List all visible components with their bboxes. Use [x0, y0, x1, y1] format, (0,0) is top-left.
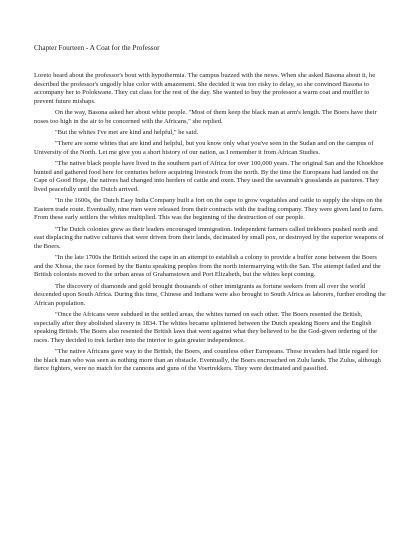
- chapter-body: [34, 72, 386, 374]
- paragraph-8: "In the late 1700s the British seized the cape in an attempt to establish a colony to provide a buffer zone between the Boers and the Xhosa, the race formed by the Bantu speaking peoples from the north intermarrying with the San. The attempt failed and the British colonists moved to the urban areas of Grahamstown and Port Elizabeth, but the whites kept coming.: [34, 254, 381, 279]
- paragraph-7: "The Dutch colonies grew as their leaders encouraged immigration. Independent farmers called trekboers pushed north and east displacing the native cultures that were driven from their lands, decimated by small pox, or destroyed by the superior weapons of the Boers.: [34, 225, 384, 250]
- paragraph-9: The discovery of diamonds and gold brought thousands of other immigrants as fortune seekers from all over the world descended upon South Africa. During this time, Chinese and Indians were also brought to South Africa as laborers, further eroding the African population.: [34, 282, 386, 307]
- paragraph-1: Loreto heard about the professor's bout with hypothermia. The campus buzzed with the news. When she asked Basona about it, he described the professor's ungodly blue color with amazement. She decided it was too risky to delay, so she convinced Basona to accompany her to Polokwane. They cut class for the rest of the day. She wanted to buy the professor a warm coat and muffler to prevent future mishaps.: [34, 72, 376, 105]
- paragraph-3: "But the whites I've met are kind and helpful," he said.: [55, 128, 199, 136]
- paragraph-10: "Once the Africans were subdued in the settled areas, the whites turned on each other. The Boers resented the British, especially after they abolished slavery in 1834. The whites became splintered between the Dutch speaking Boers and the English speaking British. The Boers also resented the British laws that went against what they believed to be the God-given ordering of the races. They decided to trek farther into the interior to gain greater independence.: [34, 310, 377, 344]
- paragraph-11: "The native Africans gave way to the British, the Boers, and countless other Europeans. These invaders had little regard for the black man who was seen as nothing more than an obstacle. Eventually, the Boers encroached on Zulu lands. The Zulus, although fierce fighters, were no match for the cannons and guns of the Voertrekkers. They were decimated and passified.: [34, 348, 381, 373]
- paragraph-5: "The native black people have lived in the southern part of Africa for over 100,000 years. The original San and the Khoekhoe hunted and gathered food here for centuries before acquiring livestock from the north. By the time the Europeans had landed on the Cape of Good Hope, the natives had changed into herders of cattle and oxen. They used the savannah's grasslands as pastures. They lived peacefully until the Dutch arrived.: [34, 160, 384, 193]
- chapter-title: Chapter Fourteen - A Coat for the Professor: [34, 44, 160, 52]
- paragraph-2: On the way, Basona asked her about white people. "Most of them keep the black man at arm's length. The Boers have their noses too high in the air to be concerned with the Africans," she replied.: [34, 109, 377, 125]
- paragraph-4: "There are some whites that are kind and helpful, but you know only what you've seen in the Sudan and on the campus of University of the North. Let me give you a short history of our nation, as I remember it from African Studies.: [34, 140, 374, 156]
- paragraph-6: "In the 1600s, the Dutch Easy India Company built a fort on the cape to grow vegetables and cattle to supply the ships on the Eastern trade route. Eventually, nine men were released from their contracts with the trading company. They were given land to farm. From these early settlers the whites multiplied. This was the beginning of the destruction of our people.: [34, 197, 384, 222]
